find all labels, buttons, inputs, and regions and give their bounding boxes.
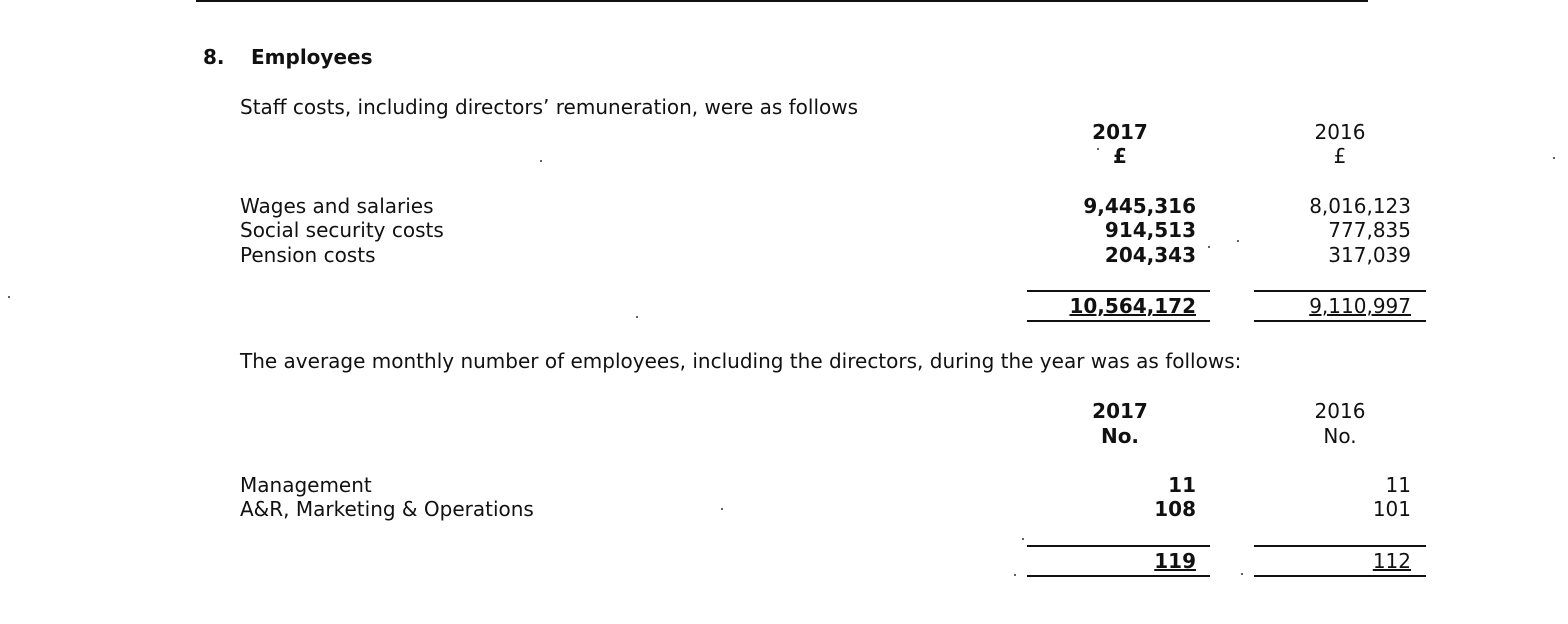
row-value-2016: 11 <box>1385 473 1411 497</box>
total-double-rule-2017 <box>1027 575 1210 577</box>
row-value-2017: 914,513 <box>1104 218 1196 242</box>
total-top-rule-2016 <box>1254 290 1426 292</box>
total-double-rule-2016 <box>1254 575 1426 577</box>
total-double-rule-2016 <box>1254 320 1426 322</box>
top-divider <box>196 0 1368 2</box>
col-2017-unit: No. <box>1100 424 1140 448</box>
total-2017: 119 <box>1154 549 1196 573</box>
row-label: Pension costs <box>240 243 376 267</box>
total-top-rule-2016 <box>1254 545 1426 547</box>
total-2016: 112 <box>1372 549 1411 573</box>
section-number: 8. <box>203 45 225 69</box>
scan-speck <box>8 296 10 298</box>
row-label: Management <box>240 473 372 497</box>
total-2017: 10,564,172 <box>1069 294 1196 318</box>
row-label: Social security costs <box>240 218 444 242</box>
total-top-rule-2017 <box>1027 545 1210 547</box>
col-2016-unit: £ <box>1333 144 1347 168</box>
employees-intro: The average monthly number of employees, including the directors, during the year was as follows: <box>240 349 1242 373</box>
total-2016: 9,110,997 <box>1309 294 1411 318</box>
scan-speck <box>1208 246 1210 248</box>
total-double-rule-2017 <box>1027 320 1210 322</box>
col-2016-unit: No. <box>1323 424 1357 448</box>
row-label: Wages and salaries <box>240 194 434 218</box>
row-value-2017: 11 <box>1168 473 1196 497</box>
scan-speck <box>1097 148 1099 150</box>
scan-speck <box>1241 573 1243 575</box>
col-2017-year: 2017 <box>1092 399 1148 423</box>
col-2017-unit: £ <box>1113 144 1127 168</box>
row-value-2016: 777,835 <box>1328 218 1411 242</box>
row-label: A&R, Marketing & Operations <box>240 497 534 521</box>
col-2016-year: 2016 <box>1314 399 1366 423</box>
row-value-2017: 204,343 <box>1104 243 1196 267</box>
scan-speck <box>1237 240 1239 242</box>
scan-speck <box>1022 538 1024 540</box>
scan-speck <box>540 160 542 162</box>
scan-speck <box>636 316 638 318</box>
row-value-2016: 101 <box>1372 497 1411 521</box>
row-value-2016: 8,016,123 <box>1309 194 1411 218</box>
total-top-rule-2017 <box>1027 290 1210 292</box>
scan-speck <box>1014 574 1016 576</box>
scan-speck <box>1553 157 1555 159</box>
row-value-2017: 108 <box>1154 497 1196 521</box>
section-title: Employees <box>251 45 373 69</box>
staff-costs-intro: Staff costs, including directors’ remuneration, were as follows <box>240 95 859 119</box>
row-value-2017: 9,445,316 <box>1083 194 1196 218</box>
scan-speck <box>721 508 723 510</box>
row-value-2016: 317,039 <box>1328 243 1411 267</box>
col-2016-year: 2016 <box>1314 120 1366 144</box>
col-2017-year: 2017 <box>1092 120 1148 144</box>
